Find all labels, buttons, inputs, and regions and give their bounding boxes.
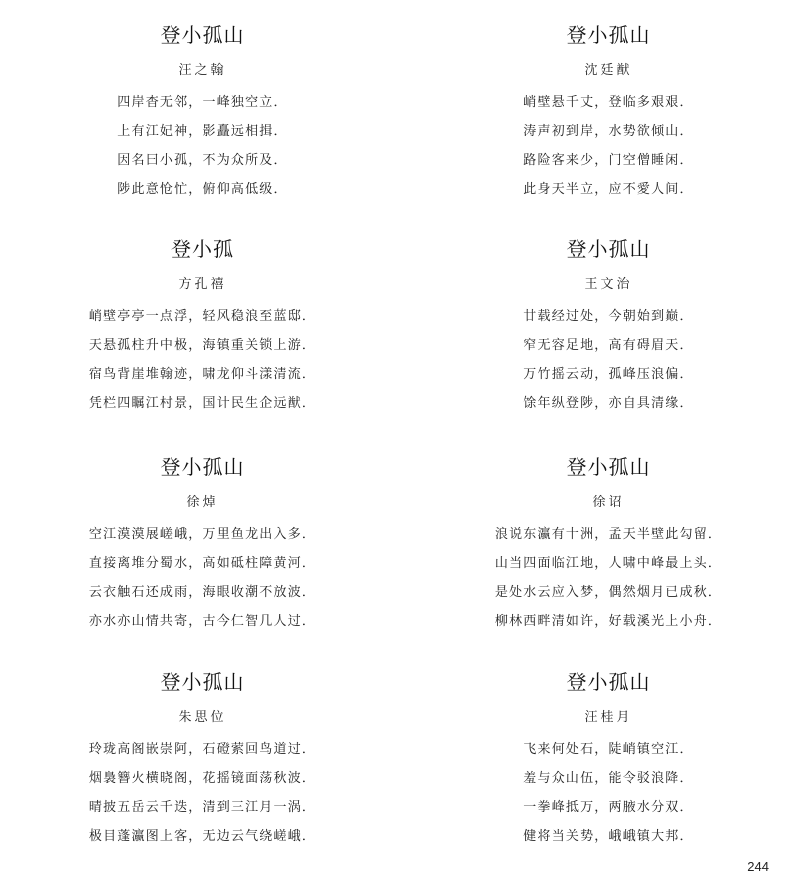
- poem-line: 晴披五岳云千迭，清到三江月一涡．: [88, 800, 317, 815]
- poem-title: 登小孤山: [566, 237, 651, 261]
- poem-line: 天悬孤柱升中极，海镇重关锁上游．: [88, 338, 317, 353]
- poem-line: 极目蓬瀛图上客，无边云气绕嵯峨．: [88, 829, 317, 844]
- poem-line: 飞来何处石，陡峭镇空江．: [523, 742, 694, 757]
- poem-1: [0, 20, 405, 204]
- poem-line: 峭壁亭亭一点浮，轻风稳浪至蓝邸．: [88, 309, 317, 324]
- poem-author: 沈廷猷: [584, 63, 633, 78]
- poem-title: 登小孤山: [566, 670, 651, 694]
- poem-title: 登小孤山: [566, 23, 651, 47]
- poem-4: [406, 234, 811, 418]
- poem-6: [406, 452, 811, 636]
- poem-author: 方孔禧: [178, 277, 227, 292]
- poem-line: 路险客来少，门空僧睡闲．: [523, 153, 694, 168]
- poem-line: 馀年纵登陟，亦自具清缘．: [523, 396, 694, 411]
- poem-line: 万竹摇云动，孤峰压浪偏．: [523, 367, 694, 382]
- poem-author: 汪桂月: [584, 710, 633, 725]
- poem-title: 登小孤山: [160, 670, 245, 694]
- poem-line: 直接离堆分蜀水，高如砥柱障黄河．: [88, 556, 317, 571]
- poem-line: 此身天半立，应不愛人间．: [523, 182, 694, 197]
- poem-lines: [0, 520, 405, 636]
- poem-line: 宿鸟背崖堆翰迹，啸龙仰斗漾清流．: [88, 367, 317, 382]
- poem-line: 是处水云应入梦，偶然烟月已成秋．: [494, 585, 723, 600]
- poem-line: 峭壁悬千丈，登临多艰艰．: [523, 95, 694, 110]
- poem-lines: [406, 88, 811, 204]
- poem-lines: [0, 735, 405, 851]
- poem-lines: [406, 302, 811, 418]
- poem-line: 上有江妃神，影矗远相揖．: [117, 124, 288, 139]
- poem-3: [0, 234, 405, 418]
- poem-line: 廿载经过处，今朝始到巅．: [523, 309, 694, 324]
- poem-8: [406, 667, 811, 851]
- poem-line: 羞与众山伍，能令驳浪降．: [523, 771, 694, 786]
- poem-author: 朱思位: [178, 710, 227, 725]
- poem-line: 因名曰小孤，不为众所及．: [117, 153, 288, 168]
- poem-line: 窄无容足地，高有碍眉天．: [523, 338, 694, 353]
- poem-line: 浪说东瀛有十洲，孟天半壁此勾留．: [494, 527, 723, 542]
- poem-5: [0, 452, 405, 636]
- poem-author: 徐焯: [186, 495, 219, 510]
- poem-lines: [406, 735, 811, 851]
- poem-title: 登小孤: [171, 237, 234, 261]
- poem-author: 王文治: [584, 277, 633, 292]
- poem-title: 登小孤山: [160, 455, 245, 479]
- poem-line: 云衣触石还成雨，海眼收潮不放波．: [88, 585, 317, 600]
- poem-author: 汪之翰: [178, 63, 227, 78]
- poem-line: 陟此意怆忙，俯仰高低级．: [117, 182, 288, 197]
- poem-line: 山当四面临江地，人啸中峰最上头．: [494, 556, 723, 571]
- poem-line: 四岸杳无邻，一峰独空立．: [117, 95, 288, 110]
- poem-2: [406, 20, 811, 204]
- poem-line: 健将当关势，峨峨镇大邦．: [523, 829, 694, 844]
- poem-author: 徐诏: [592, 495, 625, 510]
- poem-7: [0, 667, 405, 851]
- poem-lines: [0, 88, 405, 204]
- poem-title: 登小孤山: [160, 23, 245, 47]
- poem-title: 登小孤山: [566, 455, 651, 479]
- poem-line: 一拳峰抵万，两腋水分双．: [523, 800, 694, 815]
- page-number: 244: [747, 859, 769, 874]
- poem-lines: [406, 520, 811, 636]
- poem-line: 空江漠漠展嵯峨，万里鱼龙出入多．: [88, 527, 317, 542]
- poem-lines: [0, 302, 405, 418]
- poem-line: 涛声初到岸，水势欲倾山．: [523, 124, 694, 139]
- poem-line: 烟裊簪火横晓阁，花摇镜面荡秋波．: [88, 771, 317, 786]
- poem-line: 玲珑高阁嵌崇阿，石磴萦回鸟道过．: [88, 742, 317, 757]
- poem-line: 亦水亦山情共寄，古今仁智几人过．: [88, 614, 317, 629]
- poem-line: 柳林西畔清如许，好载溪光上小舟．: [494, 614, 723, 629]
- poem-line: 凭栏四瞩江村景，国计民生企远猷．: [88, 396, 317, 411]
